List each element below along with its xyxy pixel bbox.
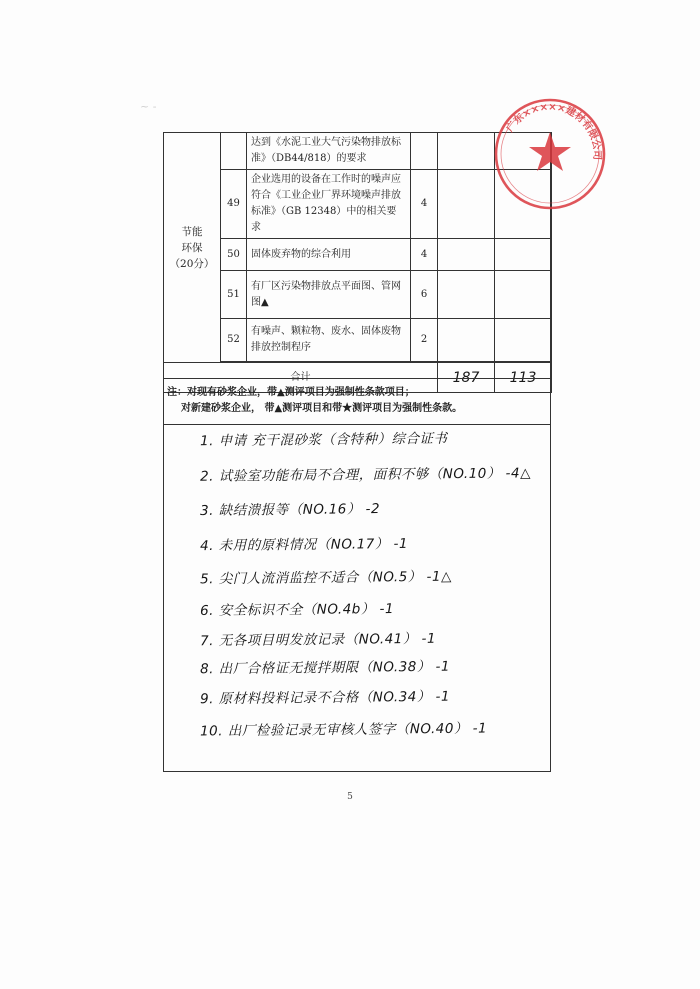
score-cell-a (438, 170, 495, 239)
total-value-b: 113 (495, 363, 552, 393)
score-cell-a (438, 133, 495, 170)
score-cell-a (438, 239, 495, 271)
note-block (167, 385, 547, 417)
item-text: 达到《水泥工业大气污染物排放标准》（DB44/818）的要求 (247, 133, 411, 170)
note-line-1: 注：对现有砂浆企业，带▲测评项目为强制性条款项目； (167, 387, 415, 398)
item-number: 49 (221, 170, 247, 239)
item-number: 51 (221, 271, 247, 319)
remark-line: 4. 未用的原料情况（NO.17） -1 (199, 535, 409, 555)
table-row (164, 271, 552, 319)
table-row (164, 239, 552, 271)
remark-line: 1. 申请 充干混砂浆（含特种）综合证书 (199, 430, 448, 450)
remark-line: 7. 无各项目明发放记录（NO.41） -1 (199, 630, 437, 650)
item-text: 有厂区污染物排放点平面图、管网图▲ (247, 271, 411, 319)
company-seal-icon (492, 96, 608, 212)
remark-line: 6. 安全标识不全（NO.4b） -1 (199, 600, 395, 620)
item-score: 2 (411, 319, 438, 362)
note-line-2: 对新建砂浆企业， 带▲测评项目和带★测评项目为强制性条款。 (181, 403, 463, 414)
divider (163, 378, 551, 379)
item-text: 有噪声、颗粒物、废水、固体废物排放控制程序 (247, 319, 411, 362)
item-score (411, 133, 438, 170)
category-cell (164, 133, 221, 363)
divider (163, 424, 551, 425)
svg-text:广东×××××建材有限公司: 广东×××××建材有限公司 (504, 101, 603, 161)
score-cell-b (495, 239, 552, 271)
remark-line: 3. 缺结溃报等（NO.16） -2 (199, 501, 381, 519)
item-number: 50 (221, 239, 247, 271)
remark-line: 8. 出厂合格证无搅拌期限（NO.38） -1 (199, 658, 451, 678)
table-row (164, 319, 552, 362)
bleed-through-mark: ~ - (140, 100, 157, 113)
remark-line: 2. 试验室功能布局不合理，面积不够（NO.10） -4△ (199, 465, 532, 485)
item-text: 固体废弃物的综合利用 (247, 239, 411, 271)
total-label: 合计 (164, 363, 438, 393)
page-number: 5 (347, 792, 353, 802)
total-value-a: 187 (438, 363, 495, 393)
category-title: 节能 环保 （20分） (169, 225, 215, 270)
item-number: 52 (221, 319, 247, 362)
item-number (221, 133, 247, 170)
remark-line: 9. 原材料投料记录不合格（NO.34） -1 (199, 688, 451, 708)
remark-line: 10. 出厂检验记录无审核人签字（NO.40） -1 (199, 720, 488, 740)
item-score: 4 (411, 239, 438, 271)
remark-line: 5. 尖门人流消监控不适合（NO.5） -1△ (199, 568, 452, 588)
item-score: 6 (411, 271, 438, 319)
score-cell-a (438, 319, 495, 362)
item-score: 4 (411, 170, 438, 239)
score-cell-b (495, 271, 552, 319)
item-text: 企业选用的设备在工作时的噪声应符合《工业企业厂界环境噪声排放标准》（GB 12348）中的相关要求 (247, 170, 411, 239)
score-cell-a (438, 271, 495, 319)
score-cell-b (495, 319, 552, 362)
